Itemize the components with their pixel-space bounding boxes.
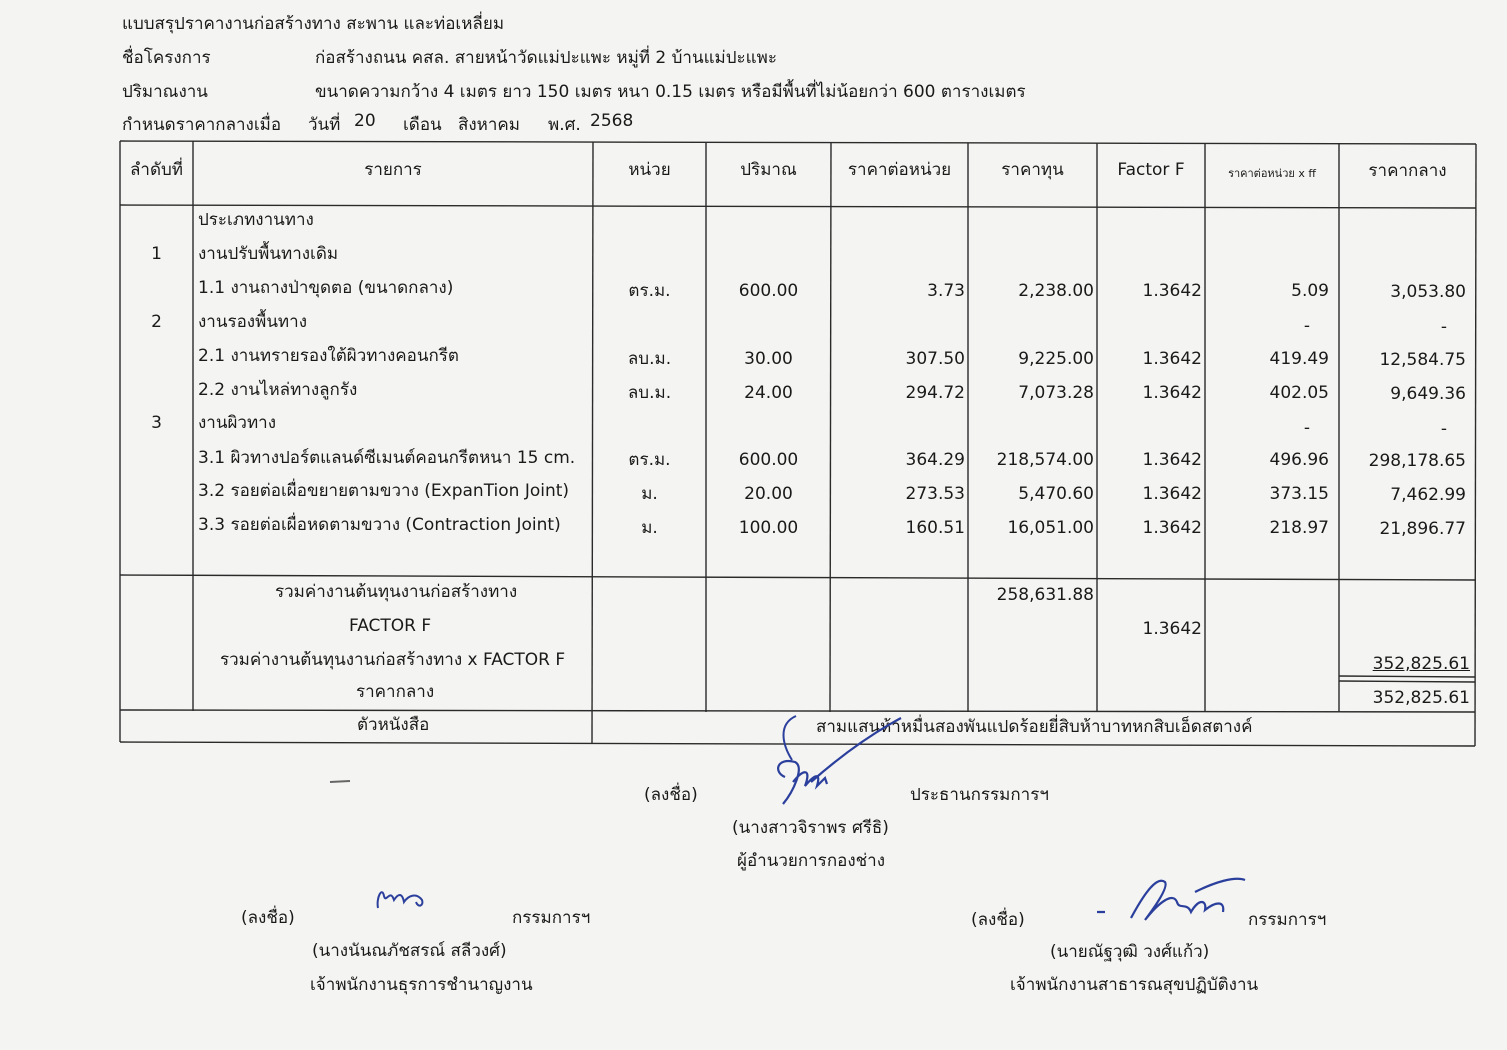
- chair-name: (นางสาวจิราพร ศรีธิ): [732, 818, 889, 838]
- median-value: 352,825.61: [1372, 688, 1470, 708]
- total-x-factor-label: รวมค่างานต้นทุนงานก่อสร้างทาง x FACTOR F: [220, 650, 566, 670]
- row-median: 9,649.36: [1390, 384, 1466, 404]
- date-label: กำหนดราคากลางเมื่อ: [122, 115, 282, 135]
- row-cost: 5,470.60: [1018, 484, 1094, 504]
- row-median: 3,053.80: [1390, 282, 1466, 302]
- row-median: 21,896.77: [1379, 519, 1466, 539]
- row-unit-ff: 5.09: [1291, 281, 1329, 301]
- row-cost: 7,073.28: [1018, 383, 1094, 403]
- row-unit-ff: -: [1303, 418, 1310, 438]
- row-no: 2: [151, 312, 162, 332]
- row-factor: 1.3642: [1142, 281, 1202, 301]
- row-median: 12,584.75: [1379, 350, 1466, 370]
- row-item: 1.1 งานถางป่าขุดตอ (ขนาดกลาง): [198, 278, 454, 298]
- row-qty: 30.00: [744, 349, 793, 369]
- words-value: สามแสนห้าหมื่นสองพันแปดร้อยยี่สิบห้าบาทหกสิบเอ็ดสตางค์: [816, 717, 1253, 737]
- row-unit: ลบ.ม.: [627, 383, 672, 403]
- row-unit: ม.: [641, 484, 658, 504]
- row-unit: ม.: [641, 518, 658, 538]
- month-value: สิงหาคม: [458, 115, 521, 135]
- row-factor: 1.3642: [1142, 518, 1202, 538]
- row-factor: 1.3642: [1142, 484, 1202, 504]
- row-qty: 20.00: [744, 484, 793, 504]
- document-title: แบบสรุปราคางานก่อสร้างทาง สะพาน และท่อเหลี่ยม: [122, 14, 505, 34]
- median-label: ราคากลาง: [356, 682, 435, 702]
- row-no: 3: [151, 413, 162, 433]
- row-unit: ลบ.ม.: [627, 349, 672, 369]
- project-label: ชื่อโครงการ: [122, 48, 211, 68]
- row-cost: 218,574.00: [996, 450, 1094, 470]
- member-left-signature-mark: [372, 878, 432, 918]
- col-header-factor: Factor F: [1117, 160, 1185, 180]
- total-cost-value: 258,631.88: [996, 585, 1094, 605]
- row-item: งานผิวทาง: [198, 413, 277, 433]
- chair-sign-label: (ลงชื่อ): [644, 785, 698, 805]
- row-unit-price: 3.73: [927, 281, 965, 301]
- row-no: 1: [151, 244, 162, 264]
- quantity-label: ปริมาณงาน: [122, 82, 208, 102]
- row-item: 2.2 งานไหล่ทางลูกรัง: [198, 380, 358, 400]
- row-factor: 1.3642: [1142, 349, 1202, 369]
- day-value: 20: [354, 111, 376, 131]
- row-unit-price: 307.50: [905, 349, 965, 369]
- member-right-signature-mark: [1095, 862, 1250, 932]
- row-unit-price: 294.72: [905, 383, 965, 403]
- member-right-name: (นายณัฐวุฒิ วงศ์แก้ว): [1050, 942, 1210, 962]
- factor-label: FACTOR F: [349, 616, 432, 636]
- row-item: 3.1 ผิวทางปอร์ตแลนด์ซีเมนต์คอนกรีตหนา 15 cm.: [198, 448, 576, 468]
- quantity-value: ขนาดความกว้าง 4 เมตร ยาว 150 เมตร หนา 0.15 เมตร หรือมีพื้นที่ไม่น้อยกว่า 600 ตารางเมตร: [315, 82, 1026, 102]
- row-item: งานรองพื้นทาง: [198, 312, 307, 332]
- row-item: 3.3 รอยต่อเผื่อหดตามขวาง (Contraction Joint): [198, 515, 561, 535]
- row-cost: 2,238.00: [1018, 281, 1094, 301]
- row-median: -: [1440, 419, 1447, 439]
- total-x-factor-value: 352,825.61: [1372, 654, 1470, 674]
- row-qty: 600.00: [738, 450, 799, 470]
- row-unit-price: 273.53: [905, 484, 965, 504]
- chair-position: ผู้อำนวยการกองช่าง: [737, 851, 886, 871]
- col-header-cost: ราคาทุน: [1001, 160, 1064, 180]
- col-header-unit-price: ราคาต่อหน่วย: [847, 160, 952, 180]
- row-unit-price: 160.51: [905, 518, 965, 538]
- row-qty: 100.00: [738, 518, 799, 538]
- row-unit-ff: 419.49: [1269, 349, 1329, 369]
- col-header-median: ราคากลาง: [1368, 161, 1447, 181]
- row-unit-ff: 373.15: [1269, 484, 1329, 504]
- project-value: ก่อสร้างถนน คสล. สายหน้าวัดแม่ปะแพะ หมู่ที่ 2 บ้านแม่ปะแพะ: [315, 48, 777, 68]
- member-left-position: เจ้าพนักงานธุรการชำนาญงาน: [310, 975, 533, 995]
- row-unit-ff: 402.05: [1269, 383, 1329, 403]
- row-unit: ตร.ม.: [628, 450, 671, 470]
- col-header-item: รายการ: [364, 160, 422, 180]
- row-median: 298,178.65: [1368, 451, 1466, 471]
- factor-value: 1.3642: [1142, 619, 1202, 639]
- col-header-no: ลำดับที่: [129, 160, 183, 180]
- row-factor: 1.3642: [1142, 383, 1202, 403]
- month-label: เดือน: [403, 115, 442, 135]
- member-right-role: กรรมการฯ: [1248, 910, 1327, 930]
- chair-role: ประธานกรรมการฯ: [910, 785, 1049, 805]
- row-cost: 9,225.00: [1018, 349, 1094, 369]
- year-value: 2568: [590, 111, 634, 131]
- row-median: 7,462.99: [1390, 485, 1466, 505]
- row-unit: ตร.ม.: [628, 281, 671, 301]
- col-header-qty: ปริมาณ: [740, 160, 797, 180]
- member-right-sign-label: (ลงชื่อ): [971, 910, 1025, 930]
- row-factor: 1.3642: [1142, 450, 1202, 470]
- year-label: พ.ศ.: [548, 115, 581, 135]
- row-qty: 600.00: [738, 281, 799, 301]
- row-item: งานปรับพื้นทางเดิม: [198, 244, 339, 264]
- member-left-sign-label: (ลงชื่อ): [241, 908, 295, 928]
- col-header-unit: หน่วย: [628, 160, 671, 180]
- chair-signature-mark: [765, 712, 915, 812]
- row-median: -: [1440, 317, 1447, 337]
- member-right-position: เจ้าพนักงานสาธารณสุขปฏิบัติงาน: [1010, 975, 1259, 995]
- row-item: 3.2 รอยต่อเผื่อขยายตามขวาง (ExpanTion Joint): [198, 481, 570, 501]
- row-item: 2.1 งานทรายรองใต้ผิวทางคอนกรีต: [198, 346, 459, 366]
- row-unit-price: 364.29: [905, 450, 965, 470]
- col-header-unit-ff: ราคาต่อหน่วย x ff: [1228, 167, 1316, 180]
- row-item: ประเภทงานทาง: [198, 210, 314, 230]
- member-left-role: กรรมการฯ: [512, 908, 591, 928]
- member-left-name: (นางนันณภัชสรณ์ สลีวงศ์): [312, 941, 507, 961]
- row-qty: 24.00: [744, 383, 793, 403]
- row-unit-ff: 218.97: [1269, 518, 1329, 538]
- day-label: วันที่: [308, 115, 341, 135]
- row-unit-ff: 496.96: [1269, 450, 1329, 470]
- words-label: ตัวหนังสือ: [357, 715, 430, 735]
- row-unit-ff: -: [1303, 316, 1310, 336]
- total-cost-label: รวมค่างานต้นทุนงานก่อสร้างทาง: [275, 582, 518, 602]
- row-cost: 16,051.00: [1007, 518, 1094, 538]
